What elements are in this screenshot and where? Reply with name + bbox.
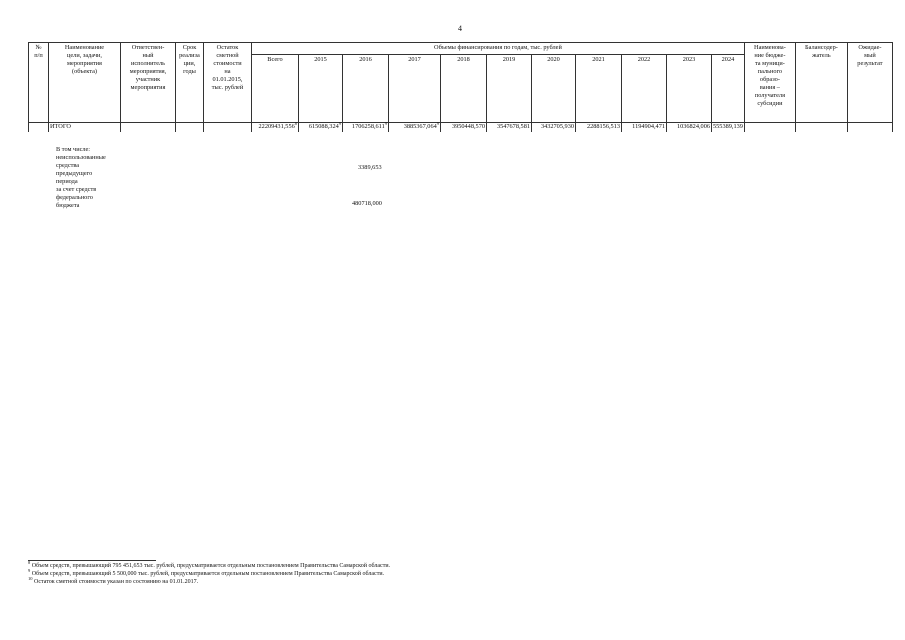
footnote-ref-9: 9	[384, 120, 387, 126]
page-number: 4	[458, 24, 462, 33]
header-total: Всего	[252, 55, 299, 123]
header-term: Срок реализа ции, годы	[176, 43, 204, 123]
header-remainder: Остаток сметной стоимости на 01.01.2015, тыс. рублей	[204, 43, 252, 123]
sub-rows-label: В том числе: неиспользованные средства предыдущего периода за счет средств федерального бюджета	[56, 146, 106, 209]
header-year-2015: 2015	[299, 55, 343, 123]
value-2020: 3432705,930	[532, 123, 576, 133]
header-year-2024: 2024	[712, 55, 745, 123]
footnote-ref-8: 8	[294, 120, 297, 126]
footnote-10: $^{10}$ Остаток сметной стоимости указан по состоянию на 01.01.2017.	[28, 576, 199, 585]
federal-funds-2016: 480718,000	[352, 200, 382, 207]
header-year-2022: 2022	[622, 55, 667, 123]
footnotes	[28, 560, 390, 586]
value-2019: 3547678,581	[487, 123, 532, 133]
footnote-8: $^8$ Объем средств, превышающий 795 451,653 тыс. рублей, предусматривается отдельным постановлением Правительства Самарской области.	[28, 560, 391, 569]
header-holder: Балансодер- жатель	[795, 43, 847, 123]
financing-table	[28, 42, 893, 132]
value-2022: 1194904,471	[622, 123, 667, 133]
value-2017: 3885367,064$^9$	[389, 123, 441, 133]
header-year-2018: 2018	[441, 55, 487, 123]
header-expected: Ожидае- мый результат	[847, 43, 892, 123]
value-2018: 3950448,570	[441, 123, 487, 133]
header-num: № п/п	[29, 43, 49, 123]
header-year-2016: 2016	[343, 55, 389, 123]
value-2016: 1706258,611$^9$	[343, 123, 389, 133]
header-year-2023: 2023	[667, 55, 712, 123]
header-budget-name: Наименова- ние бюдже- та муници- пального образо- вания – получателя субсидии	[744, 43, 795, 123]
value-2023: 1036824,006	[667, 123, 712, 133]
value-2015: 615088,324$^9$	[299, 123, 343, 133]
total-value: 22209431,556$^8$	[252, 123, 299, 133]
header-year-2021: 2021	[576, 55, 622, 123]
header-financing: Объемы финансирования по годам, тыс. рублей	[252, 43, 745, 55]
footnote-ref-9: 9	[436, 120, 439, 126]
value-2021: 2288156,513	[576, 123, 622, 133]
value-2024: 555389,139	[713, 123, 743, 130]
header-year-2017: 2017	[389, 55, 441, 123]
footnote-ref-9: 9	[338, 120, 341, 126]
total-row	[29, 123, 893, 133]
header-executor: Ответствен- ный исполнитель мероприятия, участник мероприятия	[121, 43, 176, 123]
header-year-2019: 2019	[487, 55, 532, 123]
footnote-9: $^9$ Объем средств, превышающий 5 500,000 тыс. рублей, предусматривается отдельным постановлением Правительства Самарской области.	[28, 568, 385, 577]
unused-funds-2016: 3389,653	[358, 164, 382, 171]
total-label: ИТОГО	[49, 123, 121, 133]
header-name: Наименование цели, задачи, мероприятия (объекта)	[49, 43, 121, 123]
header-year-2020: 2020	[532, 55, 576, 123]
footnote-divider	[28, 560, 156, 561]
